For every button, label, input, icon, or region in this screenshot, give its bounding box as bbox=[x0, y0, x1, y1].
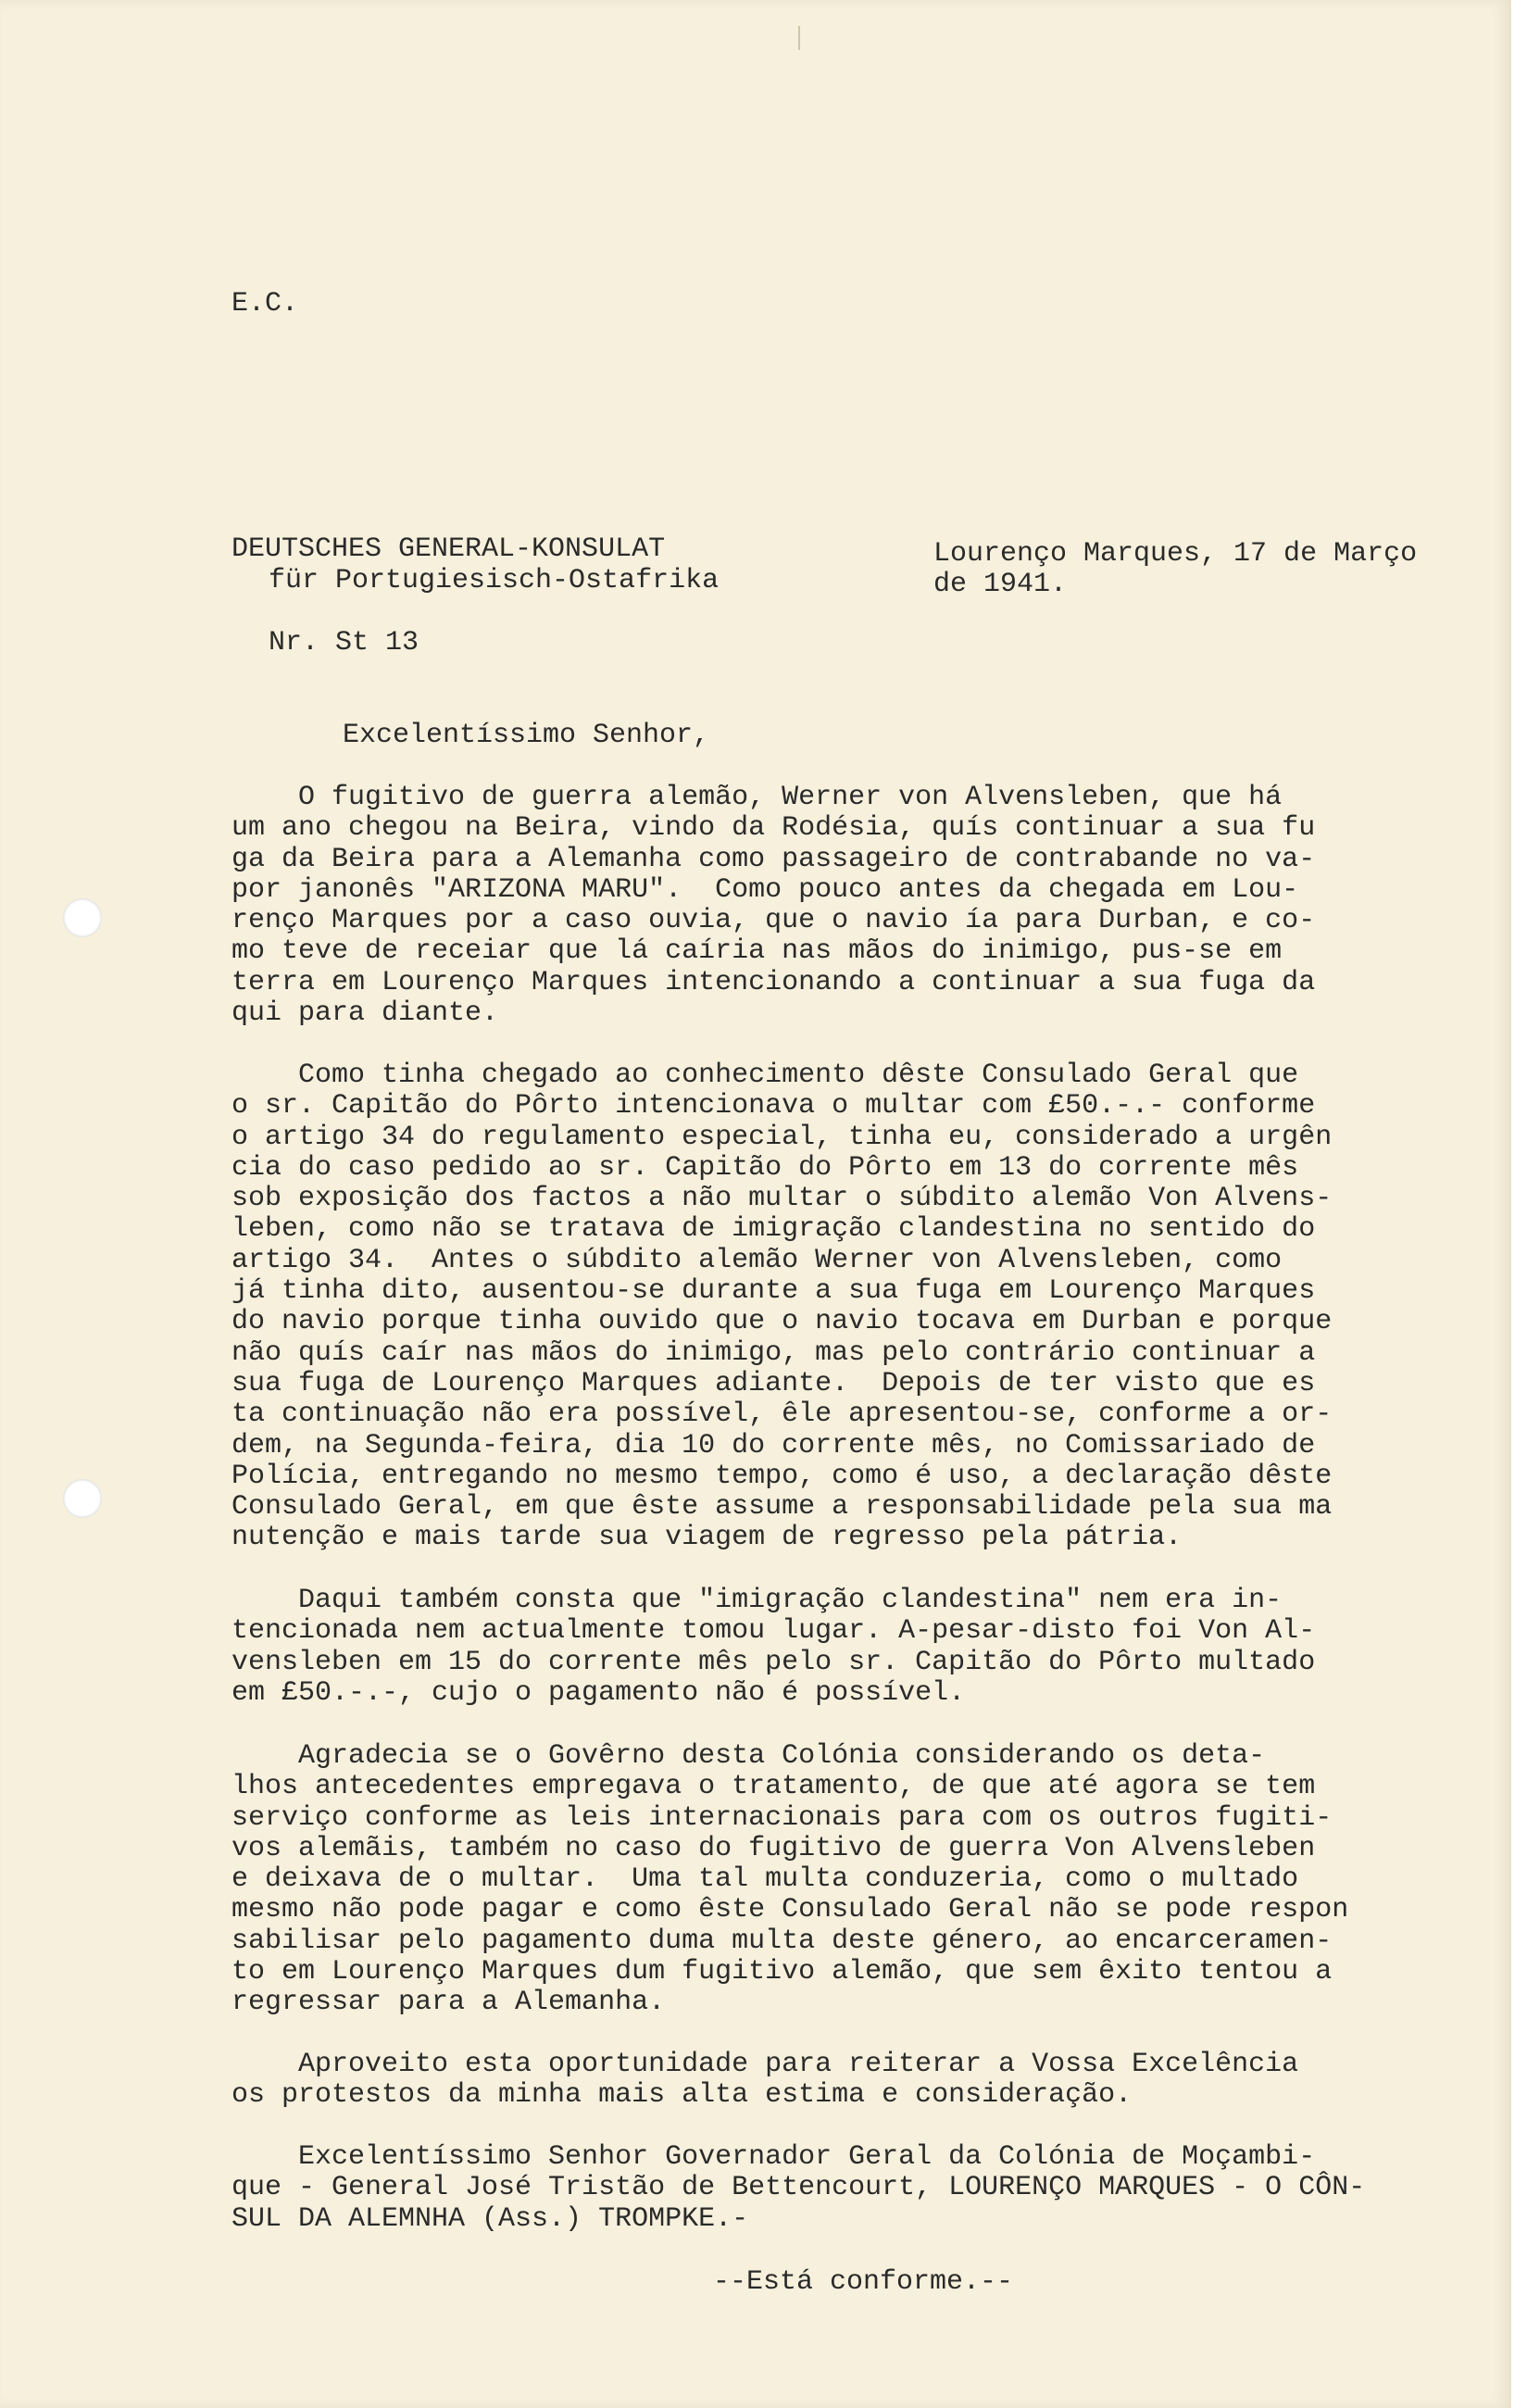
text-line: renço Marques por a caso ouvia, que o navio ía para Durban, e co- bbox=[232, 905, 1316, 937]
text-line: ga da Beira para a Alemanha como passageiro de contrabande no va- bbox=[232, 843, 1316, 875]
text-line: leben, como não se tratava de imigração clandestina no sentido do bbox=[232, 1213, 1316, 1246]
text-line: qui para diante. bbox=[232, 997, 499, 1030]
text-line: dem, na Segunda-feira, dia 10 do corrente mês, no Comissariado de bbox=[232, 1429, 1316, 1461]
text-line: sua fuga de Lourenço Marques adiante. Depois de ter visto que es bbox=[232, 1367, 1316, 1399]
text-line: vensleben em 15 do corrente mês pelo sr. Capitão do Pôrto multado bbox=[232, 1646, 1316, 1678]
paragraph-3 bbox=[232, 1586, 1463, 1709]
text-line: to em Lourenço Marques dum fugitivo alemão, que sem êxito tentou a bbox=[232, 1956, 1333, 1988]
text-line: terra em Lourenço Marques intencionando a continuar a sua fuga da bbox=[232, 966, 1316, 998]
text-line: lhos antecedentes empregava o tratamento, de que até agora se tem bbox=[232, 1771, 1316, 1803]
text-line: que - General José Tristão de Bettencourt, LOURENÇO MARQUES - O CÔN- bbox=[232, 2172, 1366, 2204]
text-line: tencionada nem actualmente tomou lugar. A-pesar-disto foi Von Al- bbox=[232, 1615, 1316, 1648]
text-line: serviço conforme as leis internacionais para com os outros fugiti- bbox=[232, 1801, 1333, 1834]
paragraph-2 bbox=[232, 1060, 1463, 1554]
salutation: Excelentíssimo Senhor, bbox=[343, 720, 710, 751]
text-line: Polícia, entregando no mesmo tempo, como é uso, a declaração dêste bbox=[232, 1460, 1333, 1492]
text-line: por janonês "ARIZONA MARU". Como pouco antes da chegada em Lou- bbox=[232, 873, 1299, 906]
text-line: Agradecia se o Govêrno desta Colónia considerando os deta- bbox=[232, 1740, 1266, 1772]
text-line: nutenção e mais tarde sua viagem de regresso pela pátria. bbox=[232, 1522, 1183, 1554]
paragraph-6 bbox=[232, 2142, 1463, 2235]
text-line: do navio porque tinha ouvido que o navio tocava em Durban e porque bbox=[232, 1306, 1333, 1338]
paragraph-5 bbox=[232, 2050, 1463, 2112]
sender-name: DEUTSCHES GENERAL-KONSULAT bbox=[232, 533, 666, 565]
text-line: o sr. Capitão do Pôrto intencionava o multar com £50.-.- conforme bbox=[232, 1090, 1316, 1122]
text-line: Aproveito esta oportunidade para reiterar a Vossa Excelência bbox=[232, 2049, 1299, 2080]
text-line: os protestos da minha mais alta estima e consideração. bbox=[232, 2079, 1133, 2112]
date-year: de 1941. bbox=[933, 569, 1068, 600]
text-line: SUL DA ALEMNHA (Ass.) TROMPKE.- bbox=[232, 2202, 749, 2235]
text-line: Excelentíssimo Senhor Governador Geral da Colónia de Moçambi- bbox=[232, 2141, 1316, 2173]
text-line: sob exposição dos factos a não multar o súbdito alemão Von Alvens- bbox=[232, 1183, 1333, 1215]
document-number: Nr. St 13 bbox=[269, 627, 419, 658]
text-line: mesmo não pode pagar e como êste Consulado Geral não se pode respon bbox=[232, 1894, 1349, 1926]
text-line: já tinha dito, ausentou-se durante a sua fuga em Lourenço Marques bbox=[232, 1275, 1316, 1308]
paper-mark bbox=[798, 26, 800, 50]
text-line: O fugitivo de guerra alemão, Werner von Alvensleben, que há bbox=[232, 782, 1283, 813]
text-line: regressar para a Alemanha. bbox=[232, 1987, 666, 2019]
paragraph-4 bbox=[232, 1741, 1463, 2019]
text-line: o artigo 34 do regulamento especial, tinha eu, considerado a urgên bbox=[232, 1121, 1333, 1153]
text-line: não quís caír nas mãos do inimigo, mas pelo contrário continuar a bbox=[232, 1336, 1316, 1369]
sender-region: für Portugiesisch-Ostafrika bbox=[269, 565, 720, 596]
text-line: mo teve de receiar que lá caíria nas mãos do inimigo, pus-se em bbox=[232, 935, 1283, 968]
text-line: cia do caso pedido ao sr. Capitão do Pôrto em 13 do corrente mês bbox=[232, 1151, 1299, 1184]
place-date: Lourenço Marques, 17 de Março bbox=[933, 538, 1418, 570]
text-line: em £50.-.-, cujo o pagamento não é possível. bbox=[232, 1676, 966, 1709]
text-line: Consulado Geral, em que êste assume a responsabilidade pela sua ma bbox=[232, 1491, 1333, 1524]
text-line: Daqui também consta que "imigração clandestina" nem era in- bbox=[232, 1585, 1283, 1616]
text-line: vos alemãis, também no caso do fugitivo de guerra Von Alvensleben bbox=[232, 1832, 1316, 1864]
text-line: Como tinha chegado ao conhecimento dêste Consulado Geral que bbox=[232, 1060, 1299, 1091]
paragraph-1 bbox=[232, 783, 1463, 1029]
text-line: e deixava de o multar. Uma tal multa conduzeria, como o multado bbox=[232, 1863, 1299, 1896]
punch-hole-top bbox=[63, 898, 102, 937]
text-line: artigo 34. Antes o súbdito alemão Werner von Alvensleben, como bbox=[232, 1244, 1283, 1276]
text-line: um ano chegou na Beira, vindo da Rodésia, quís continuar a sua fu bbox=[232, 812, 1316, 845]
text-line: ta continuação não era possível, êle apresentou-se, conforme a or- bbox=[232, 1398, 1333, 1431]
punch-hole-bottom bbox=[63, 1479, 102, 1518]
reference-code: E.C. bbox=[232, 288, 299, 320]
certification-line: --Está conforme.-- bbox=[713, 2266, 1014, 2298]
text-line: sabilisar pelo pagamento duma multa deste género, ao encarceramen- bbox=[232, 1925, 1333, 1957]
